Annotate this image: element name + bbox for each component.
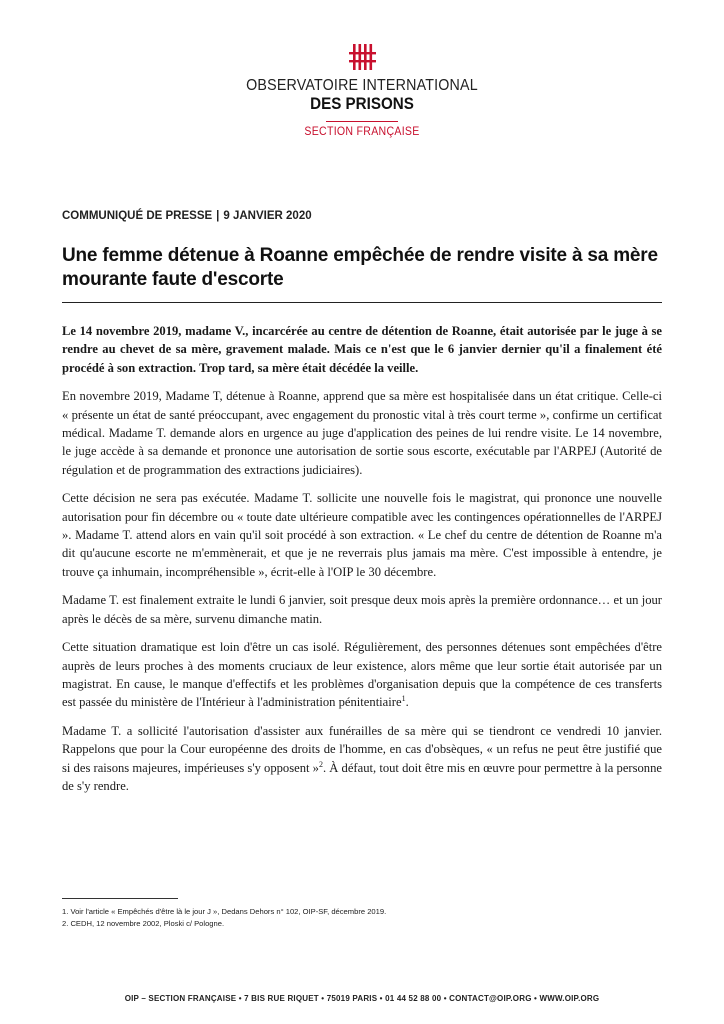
paragraph [62, 722, 662, 796]
footnote-2: 2. CEDH, 12 novembre 2002, Ploski c/ Pologne. [62, 918, 225, 928]
paragraph [62, 638, 662, 712]
paragraph-text-end: . [405, 695, 409, 710]
footnote-ref-2: 2 [318, 759, 323, 769]
paragraph-text-end: . À défaut, tout doit être mis en œuvre pour permettre à la personne de s'y rendre. [62, 760, 662, 793]
press-release-label: COMMUNIQUÉ DE PRESSE [62, 210, 213, 222]
logo-divider [326, 121, 398, 122]
org-name-line1: OBSERVATOIRE INTERNATIONAL [246, 77, 478, 94]
paragraph: Madame T. est finalement extraite le lundi 6 janvier, soit presque deux mois après la première ordonnance… et un jour après le décès de sa mère, survenu dimanche matin. [62, 593, 662, 626]
article-body [62, 322, 662, 805]
org-logo [0, 44, 724, 138]
paragraph: Cette décision ne sera pas exécutée. Madame T. sollicite une nouvelle fois le magistrat, qui prononce une nouvelle autorisation pour fin décembre ou « toute date ultérieure compatible avec les contingences opérationnelles de l'ARPEJ ». Madame T. attend alors en vain qu'il soit procédé à son extraction. « Le chef du centre de détention de Roanne m'a dit qu'aucune escorte ne m'emmènerait, et que je ne reverrais plus jamais ma mère. C'est impossible à entendre, je trouve ça inhumain, incompréhensible », écrit-elle à l'OIP le 30 décembre. [62, 491, 662, 579]
page-footer: OIP – SECTION FRANÇAISE • 7 BIS RUE RIQUET • 75019 PARIS • 01 44 52 88 00 • CONTACT@OIP.ORG • WWW.OIP.ORG [124, 994, 600, 1003]
org-section: SECTION FRANÇAISE [304, 126, 420, 138]
oip-bars-logo-icon [347, 44, 377, 70]
footnote-divider [62, 898, 178, 899]
footnote-1: 1. Voir l'article « Empêchés d'être là le jour J », Dedans Dehors n° 102, OIP-SF, décembre 2019. [62, 907, 387, 916]
press-release-date: 9 JANVIER 2020 [223, 210, 312, 222]
meta-separator: | [216, 210, 220, 222]
footnotes [62, 906, 386, 929]
page-title: Une femme détenue à Roanne empêchée de rendre visite à sa mère mourante faute d'escorte [62, 245, 658, 290]
paragraph: En novembre 2019, Madame T, détenue à Roanne, apprend que sa mère est hospitalisée dans un état critique. Celle-ci « présente un état de santé préoccupant, avec engagement du pronostic vital à très court terme », confirme un certificat médical. Madame T. demande alors en urgence au juge d'application des peines de lui rendre visite. Le 14 novembre, le juge accède à sa demande et prononce une autorisation de sortie sous escorte, exécutable par l'ARPEJ (Autorité de régulation et de programmation des extractions judiciaires). [62, 389, 662, 477]
title-divider [62, 302, 662, 303]
org-name-line2: DES PRISONS [310, 95, 414, 113]
paragraph-text: Madame T. a sollicité l'autorisation d'assister aux funérailles de sa mère qui se tiendront ce vendredi 10 janvier. Rappelons que pour la Cour européenne des droits de l'homme, en cas d'obsèques, « un refus ne peut être justifié que si des raisons majeures, impérieuses s'y opposent » [62, 723, 662, 775]
paragraph-text: Cette situation dramatique est loin d'être un cas isolé. Régulièrement, des personnes détenues sont empêchées d'être auprès de leurs proches à des moments cruciaux de leur existence, alors même que leur sortie était autorisée par un magistrat. En cause, le manque d'effectifs et les problèmes d'organisation depuis que la compétence de ces transferts est passée du ministère de l'Intérieur à l'administration pénitentiaire [62, 640, 662, 710]
lead-paragraph: Le 14 novembre 2019, madame V., incarcérée au centre de détention de Roanne, était autorisée par le juge à se rendre au chevet de sa mère, gravement malade. Mais ce n'est que le 6 janvier dernier qu'il a finalement été procédé à son extraction. Trop tard, sa mère était décédée la veille. [62, 324, 662, 375]
press-release-meta [62, 210, 312, 222]
footnote-ref-1: 1 [401, 694, 406, 704]
